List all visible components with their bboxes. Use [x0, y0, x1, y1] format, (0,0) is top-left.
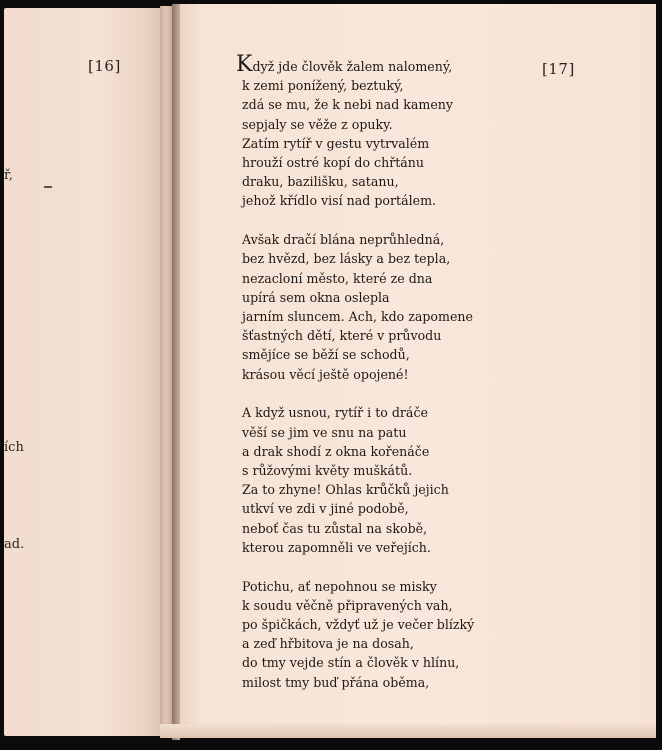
- stanza: [242, 230, 474, 384]
- left-page-fragment: ad.: [4, 537, 25, 552]
- left-page-number: [16]: [88, 57, 121, 75]
- poem-line: nezacloní město, které ze dna: [242, 270, 433, 286]
- poem-line: [236, 52, 474, 77]
- poem-line: Potichu, ať nepohnou se misky: [242, 578, 437, 594]
- poem-line: k soudu věčně připravených vah,: [242, 597, 453, 613]
- poem-line: milost tmy buď přána oběma,: [242, 674, 430, 690]
- poem-line: sepjaly se věže z opuky.: [242, 116, 393, 132]
- stanza: [242, 403, 474, 557]
- left-page-fragment: ř,: [4, 168, 13, 183]
- poem-line: smějíce se běží se schodů,: [242, 347, 410, 363]
- poem-line: neboť čas tu zůstal na skobě,: [242, 520, 428, 536]
- poem-line: s růžovými květy muškátů.: [242, 463, 413, 479]
- left-page-mark: [44, 186, 52, 188]
- poem-line: Zatím rytíř v gestu vytrvalém: [242, 135, 430, 151]
- poem-line: zdá se mu, že k nebi nad kameny: [242, 97, 454, 113]
- stanza: [236, 52, 474, 211]
- poem-line: a drak shodí z okna kořenáče: [242, 443, 430, 459]
- poem-line: krásou věcí ještě opojené!: [242, 366, 409, 382]
- left-page-fragment: ích: [4, 440, 24, 455]
- poem-line: jarním sluncem. Ach, kdo zapomene: [242, 309, 473, 325]
- poem-line: k zemi ponížený, beztuký,: [242, 78, 404, 94]
- poem-text: [236, 52, 475, 692]
- poem-line: šťastných dětí, které v průvodu: [242, 328, 442, 344]
- poem-line: upírá sem okna oslepla: [242, 289, 390, 305]
- poem-line: A když usnou, rytíř i to dráče: [242, 405, 428, 421]
- poem-line-text: dyž jde člověk žalem nalomený,: [252, 59, 453, 74]
- left-page: [4, 8, 164, 736]
- gutter-shadow: [172, 4, 180, 740]
- poem-line: a zeď hřbitova je na dosah,: [242, 636, 414, 652]
- poem-line: draku, bazilišku, satanu,: [242, 174, 399, 190]
- poem-line: do tmy vejde stín a člověk v hlínu,: [242, 655, 460, 671]
- poem-line: kterou zapomněli ve veřejích.: [242, 539, 431, 555]
- stanza: [242, 577, 474, 692]
- right-page-number: [17]: [542, 60, 575, 78]
- initial-letter: K: [236, 52, 253, 77]
- poem-line: utkví ve zdi v jiné podobě,: [242, 501, 409, 517]
- poem-line: Za to zhyne! Ohlas krůčků jejich: [242, 482, 449, 498]
- page-bottom-edge: [160, 724, 656, 738]
- poem-line: Avšak dračí blána neprůhledná,: [242, 232, 445, 248]
- poem-line: hrouží ostré kopí do chřtánu: [242, 155, 425, 171]
- poem-line: po špičkách, vždyť už je večer blízký: [242, 617, 475, 633]
- poem-line: věší se jim ve snu na patu: [242, 424, 407, 440]
- poem-line: bez hvězd, bez lásky a bez tepla,: [242, 251, 451, 267]
- poem-line: jehož křídlo visí nad portálem.: [242, 193, 437, 209]
